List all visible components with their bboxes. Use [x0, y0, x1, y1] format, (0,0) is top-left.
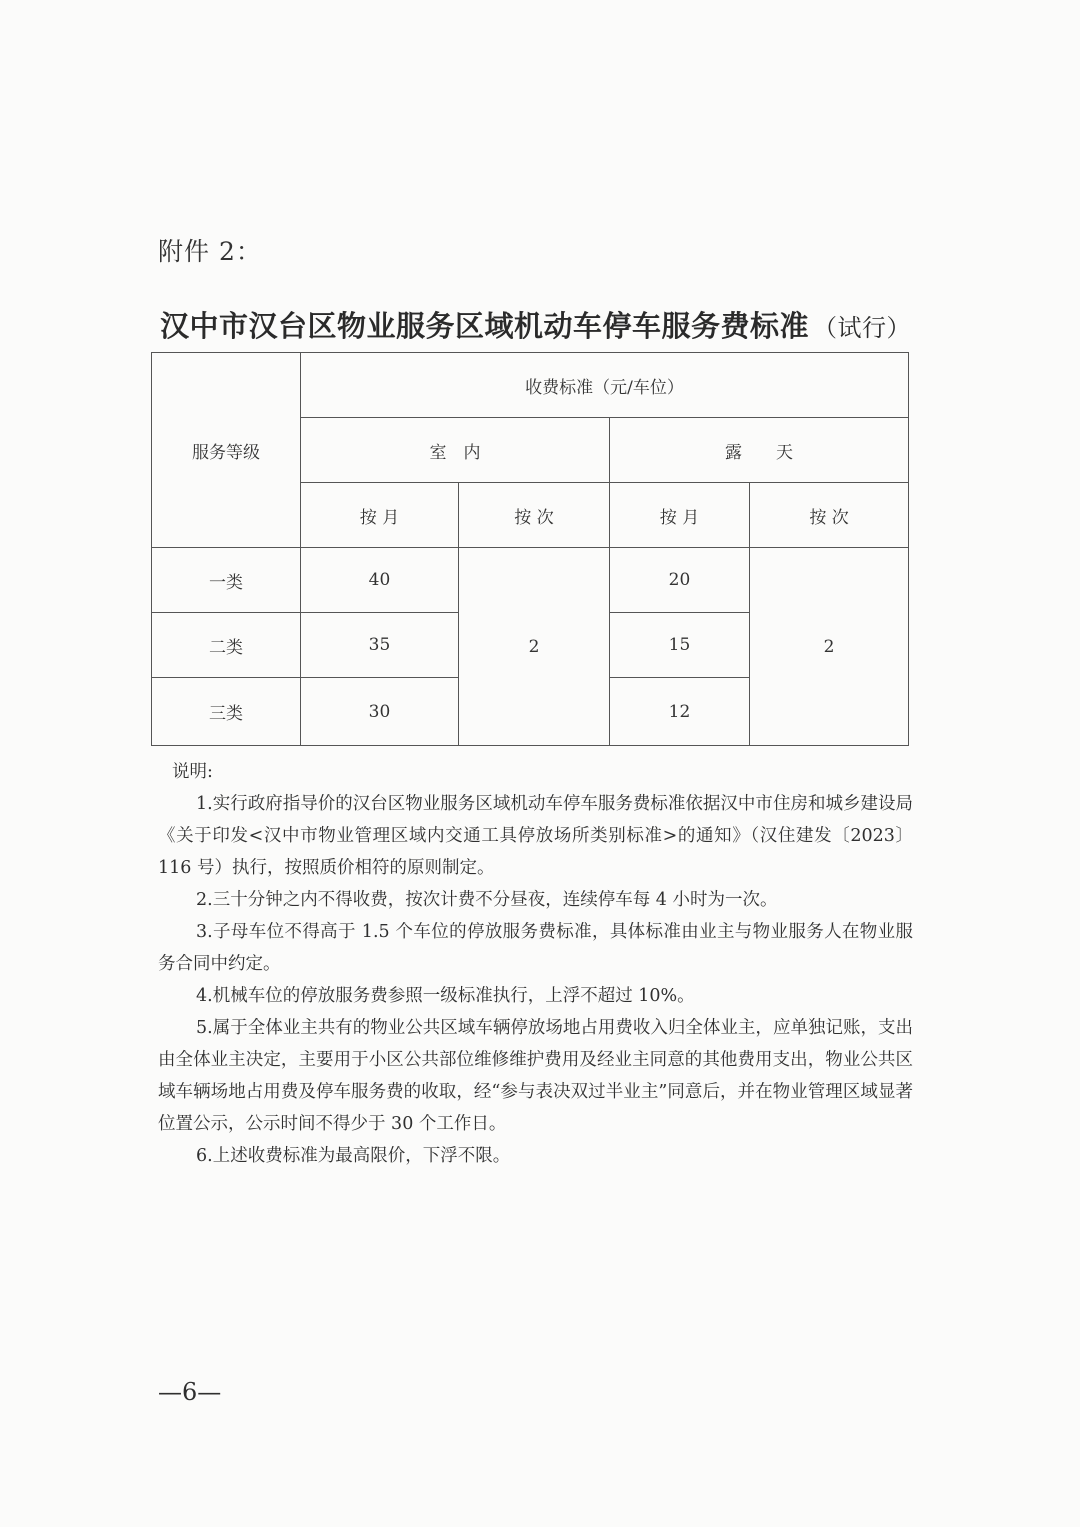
title-main: 汉中市汉台区物业服务区域机动车停车服务费标准 — [160, 309, 810, 343]
indoor-per-time-header: 按 次 — [459, 483, 610, 548]
outdoor-header: 露 天 — [610, 418, 909, 483]
outdoor-monthly-header: 按 月 — [610, 483, 750, 548]
note-item: 2.三十分钟之内不得收费，按次计费不分昼夜，连续停车每 4 小时为一次。 — [196, 890, 778, 910]
level-cell: 二类 — [152, 613, 301, 678]
level-cell: 三类 — [152, 678, 301, 746]
indoor-monthly-cell: 30 — [301, 678, 459, 746]
note-item: 1.实行政府指导价的汉台区物业服务区域机动车停车服务费标准依据汉中市住房和城乡建设局《关于印发<汉中市物业管理区域内交通工具停放场所类别标准>的通知》（汉住建发〔2023〕116 号）执行，按照质价相符的原则制定。 — [158, 794, 913, 878]
page-number: —6— — [158, 1378, 222, 1406]
outdoor-monthly-cell: 15 — [610, 613, 750, 678]
notes-section — [158, 756, 913, 1172]
fee-standard-header: 收费标准（元/车位） — [301, 353, 909, 418]
indoor-monthly-cell: 40 — [301, 548, 459, 613]
attachment-label: 附件 2： — [158, 237, 262, 266]
note-item: 3.子母车位不得高于 1.5 个车位的停放服务费标准，具体标准由业主与物业服务人在物业服务合同中约定。 — [158, 922, 913, 974]
fee-table — [151, 352, 909, 746]
indoor-monthly-header: 按 月 — [301, 483, 459, 548]
notes-label: 说明: — [172, 762, 213, 782]
outdoor-per-time-header: 按 次 — [750, 483, 909, 548]
page-title — [160, 304, 920, 345]
service-level-header: 服务等级 — [152, 353, 301, 548]
level-cell: 一类 — [152, 548, 301, 613]
note-item: 6.上述收费标准为最高限价，下浮不限。 — [196, 1146, 511, 1166]
note-item: 4.机械车位的停放服务费参照一级标准执行，上浮不超过 10%。 — [196, 986, 695, 1006]
indoor-per-time-cell: 2 — [459, 548, 610, 746]
outdoor-per-time-cell: 2 — [750, 548, 909, 746]
indoor-monthly-cell: 35 — [301, 613, 459, 678]
title-suffix: （试行） — [813, 314, 912, 342]
table-row — [152, 548, 909, 613]
note-item: 5.属于全体业主共有的物业公共区域车辆停放场地占用费收入归全体业主，应单独记账，支出由全体业主决定，主要用于小区公共部位维修维护费用及经业主同意的其他费用支出，物业公共区域车辆场地占用费及停车服务费的收取，经“参与表决双过半业主”同意后，并在物业管理区域显著位置公示，公示时间不得少于 30 个工作日。 — [158, 1018, 913, 1134]
indoor-header: 室 内 — [301, 418, 610, 483]
outdoor-monthly-cell: 12 — [610, 678, 750, 746]
outdoor-monthly-cell: 20 — [610, 548, 750, 613]
